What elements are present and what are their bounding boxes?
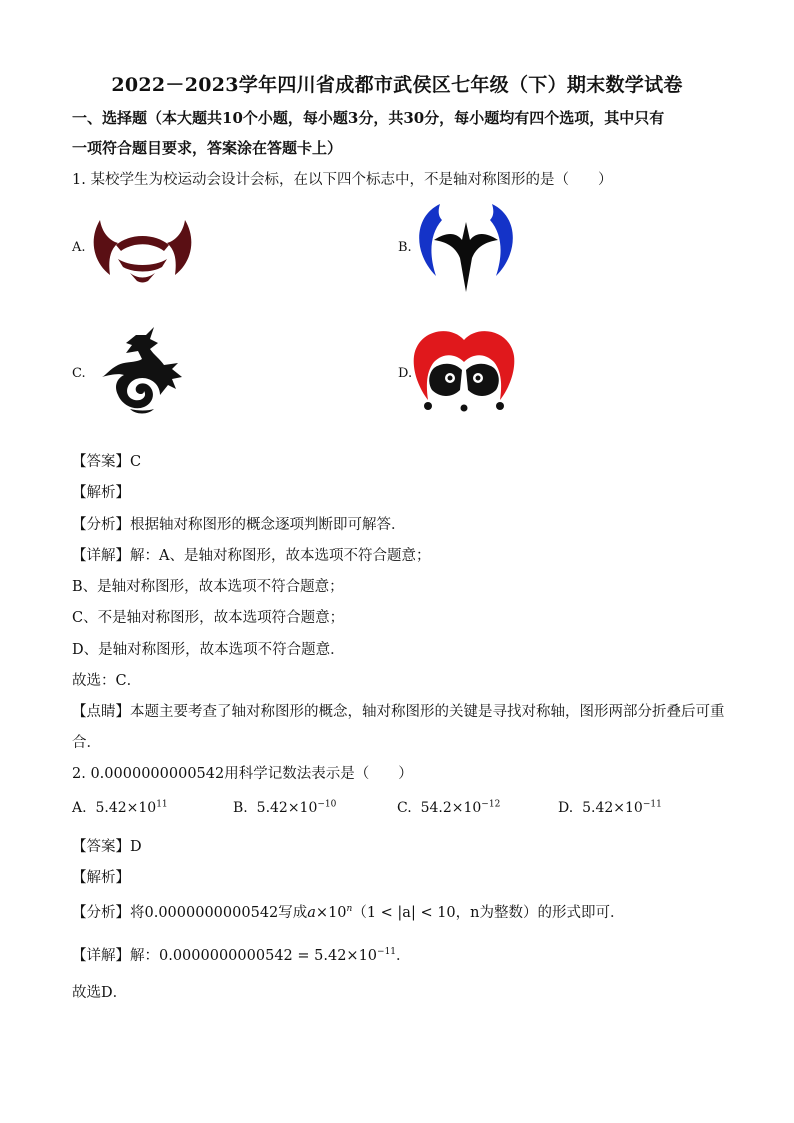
q1-choose: 故选：C． [72,673,142,689]
q2-option-b-base: 5.42×10 [256,800,318,816]
q1-detail3: C、不是轴对称图形，故本选项符合题意； [72,610,345,626]
fenxi-a: a [307,905,316,921]
q2-number: 2. [72,766,86,782]
q2-choose: 故选D． [72,985,128,1001]
fenxi-tag: 【分析】 [72,517,130,533]
logo-b-bat-icon [412,202,520,294]
fenxi-tag: 【分析】 [72,905,130,921]
q2-option-a [72,800,168,816]
fenxi-mid: 写成 [278,905,308,921]
q2-option-c [397,800,500,816]
q2-option-a-exp: 11 [156,799,168,810]
answer-tag: 【答案】 [72,839,130,855]
answer-value: C [130,454,142,470]
q2-analysis-tag: 【解析】 [72,870,130,886]
fenxi-cond: 1 < |a| < 10 [366,905,456,921]
fenxi-pre: 将 [130,905,145,921]
fenxi-cond-n: ，n为整数）的形式即可． [455,905,625,921]
answer-value: D [130,839,142,855]
q2-option-a-label: A. [72,800,87,816]
logo-d-jester-icon [412,328,516,414]
q2-stem [72,764,413,784]
fenxi-value: 0.0000000000542 [144,905,279,921]
q2-answer [72,837,142,857]
section-heading-line2: 一项符合题目要求，答案涂在答题卡上） [72,139,343,157]
q2-stem-rest: 用科学记数法表示是（ ） [224,766,413,782]
fenxi-times: ×10 [315,905,347,921]
page-title: 2022－2023学年四川省成都市武侯区七年级（下）期末数学试卷 [111,74,683,96]
q1-analysis-tag: 【解析】 [72,485,130,501]
q2-option-a-base: 5.42×10 [95,800,157,816]
q2-option-d [558,800,662,816]
q2-option-d-exp: −11 [642,799,662,810]
section-heading-line1: 一、选择题（本大题共10个小题，每小题3分，共30分，每小题均有四个选项，其中只有 [72,109,665,127]
q1-stem: 1. 某校学生为校运动会设计会标，在以下四个标志中，不是轴对称图形的是（ ） [72,172,613,188]
q1-detail2: B、是轴对称图形，故本选项不符合题意； [72,579,344,595]
q1-detail4: D、是轴对称图形，故本选项不符合题意． [72,642,345,658]
logo-c-dragon-icon [96,325,188,417]
q1-comment1 [72,702,725,722]
q2-detail [72,946,411,966]
detail-pre: 解： [130,948,159,964]
q2-fenxi [72,903,625,923]
fenxi-n: n [346,904,353,915]
q2-option-d-label: D. [558,800,574,816]
q1-comment2: 合． [72,735,101,751]
q2-option-b [233,800,336,816]
q2-option-c-label: C. [397,800,412,816]
detail-end: ． [396,948,411,964]
comment-tag: 【点睛】 [72,704,130,720]
fenxi-text: 根据轴对称图形的概念逐项判断即可解答． [130,517,406,533]
fenxi-cond-open: （ [352,905,367,921]
q1-option-d-label: D. [398,366,413,381]
detail-exp: −11 [377,947,397,958]
q2-option-b-exp: −10 [317,799,337,810]
comment-text: 本题主要考查了轴对称图形的概念，轴对称图形的关键是寻找对称轴，图形两部分折叠后可重 [130,704,725,720]
detail-tag: 【详解】 [72,948,130,964]
q1-option-c-label: C. [72,366,86,381]
detail-eq: 0.0000000000542 = 5.42×10 [159,948,378,964]
q1-answer [72,452,141,472]
logo-a-horns-icon [90,215,195,285]
q2-value: 0.0000000000542 [90,766,225,782]
detail-tag: 【详解】 [72,548,130,564]
q1-option-a-label: A. [72,240,86,255]
q2-option-d-base: 5.42×10 [582,800,643,816]
q2-option-c-exp: −12 [481,799,501,810]
q2-option-c-base: 54.2×10 [420,800,482,816]
q2-option-b-label: B. [233,800,248,816]
q1-option-b-label: B. [398,240,412,255]
q1-fenxi [72,515,406,535]
answer-tag: 【答案】 [72,454,130,470]
detail-text: 解：A、是轴对称图形，故本选项不符合题意； [130,548,431,564]
q1-detail1 [72,546,430,566]
